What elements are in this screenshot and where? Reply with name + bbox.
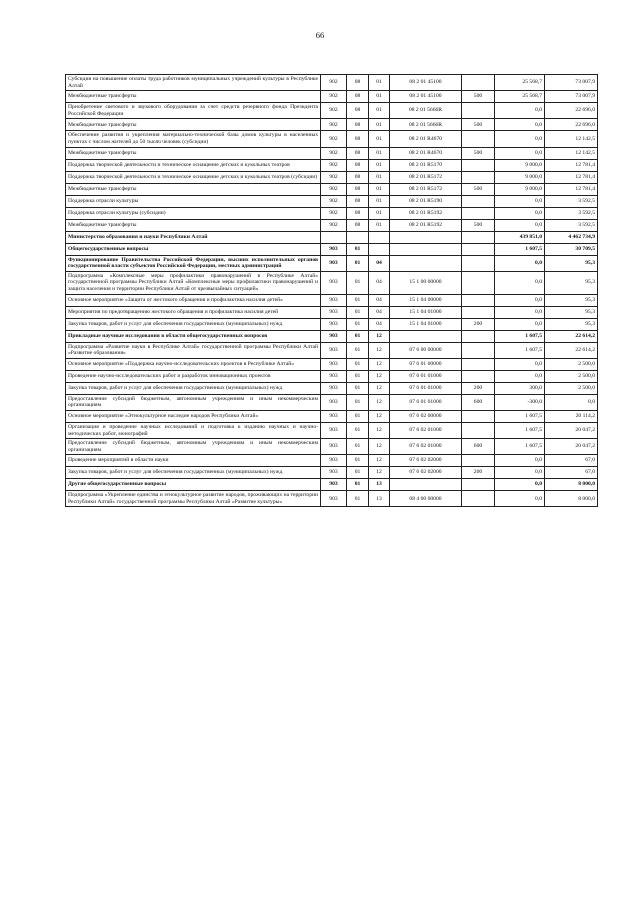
expense-type-code: [462, 255, 495, 271]
table-row: [66, 219, 598, 231]
expense-type-code: [462, 207, 495, 219]
subsection-code: 12: [369, 342, 390, 358]
table-row: [66, 271, 598, 294]
section-code: 01: [347, 255, 369, 271]
section-code: 01: [347, 439, 369, 455]
expense-type-code: [462, 330, 495, 342]
table-row: [66, 467, 598, 479]
target-article-code: 08 2 01 R5172: [390, 183, 462, 195]
row-name: Межбюджетные трансферты: [66, 219, 321, 231]
section-code: 08: [347, 207, 369, 219]
row-name: Другие общегосударственные вопросы: [66, 479, 321, 491]
target-article-code: 08 2 01 45100: [390, 75, 462, 91]
total-amount: 8 000,0: [545, 479, 598, 491]
total-amount: 73 007,9: [545, 75, 598, 91]
total-amount: 95,3: [545, 294, 598, 306]
expense-type-code: [462, 342, 495, 358]
section-code: 08: [347, 195, 369, 207]
expense-type-code: [462, 159, 495, 171]
row-name: Подпрограмма «Укрепление единства и этнокультурное развитие народов, проживающих на территории Республики Алтай» государственной программы Республики Алтай «Развитие культуры»: [66, 491, 321, 507]
expense-type-code: [462, 103, 495, 119]
admin-code: 902: [321, 195, 347, 207]
total-amount: 22 614,2: [545, 330, 598, 342]
table-row: [66, 91, 598, 103]
total-amount: 3 592,5: [545, 219, 598, 231]
table-row: [66, 330, 598, 342]
expense-type-code: [462, 410, 495, 422]
subsection-code: 01: [369, 91, 390, 103]
subsection-code: 12: [369, 467, 390, 479]
table-row: [66, 479, 598, 491]
target-article-code: 15 1 04 01000: [390, 318, 462, 330]
row-name: Предоставление субсидий бюджетным, автономным учреждениям и иным некоммерческим организациям: [66, 394, 321, 410]
target-article-code: 07 6 01 01000: [390, 370, 462, 382]
section-code: 01: [347, 243, 369, 255]
total-amount: 12 781,4: [545, 183, 598, 195]
section-code: 01: [347, 318, 369, 330]
expense-type-code: 500: [462, 147, 495, 159]
change-amount: 0,0: [495, 306, 545, 318]
total-amount: 20 047,2: [545, 439, 598, 455]
row-name: Обеспечение развития и укрепления материально-технической базы домов культуры в населенных пунктах с числом жителей до 50 тысяч человек (субсидии): [66, 131, 321, 147]
change-amount: 9 000,0: [495, 159, 545, 171]
subsection-code: 04: [369, 294, 390, 306]
section-code: 01: [347, 455, 369, 467]
table-row: [66, 306, 598, 318]
section-code: 08: [347, 91, 369, 103]
subsection-code: [369, 231, 390, 243]
table-row: [66, 103, 598, 119]
section-code: 08: [347, 171, 369, 183]
subsection-code: 01: [369, 219, 390, 231]
subsection-code: 04: [369, 306, 390, 318]
change-amount: 0,0: [495, 207, 545, 219]
row-name: Основное мероприятие «Этнокультурное наследие народов Республики Алтай»: [66, 410, 321, 422]
change-amount: 0,0: [495, 467, 545, 479]
subsection-code: 12: [369, 330, 390, 342]
admin-code: 903: [321, 422, 347, 438]
target-article-code: [390, 231, 462, 243]
section-code: 01: [347, 271, 369, 294]
row-name: Поддержка творческой деятельности и техническое оснащение детских и кукольных театров (субсидии): [66, 171, 321, 183]
admin-code: 902: [321, 159, 347, 171]
subsection-code: 13: [369, 491, 390, 507]
total-amount: 95,3: [545, 318, 598, 330]
subsection-code: 12: [369, 394, 390, 410]
admin-code: 903: [321, 306, 347, 318]
expense-type-code: 500: [462, 119, 495, 131]
change-amount: 9 000,0: [495, 171, 545, 183]
target-article-code: 07 6 01 01000: [390, 382, 462, 394]
expense-type-code: [462, 370, 495, 382]
target-article-code: 15 1 04 01000: [390, 306, 462, 318]
table-row: [66, 382, 598, 394]
subsection-code: 12: [369, 439, 390, 455]
expense-type-code: 500: [462, 91, 495, 103]
subsection-code: 12: [369, 422, 390, 438]
expense-type-code: [462, 243, 495, 255]
total-amount: 22 696,0: [545, 119, 598, 131]
target-article-code: 07 6 02 01000: [390, 439, 462, 455]
total-amount: 3 592,5: [545, 195, 598, 207]
admin-code: 903: [321, 410, 347, 422]
admin-code: 903: [321, 243, 347, 255]
row-name: Поддержка отрасли культуры (субсидии): [66, 207, 321, 219]
row-name: Закупка товаров, работ и услуг для обеспечения государственных (муниципальных) нужд: [66, 467, 321, 479]
admin-code: 902: [321, 183, 347, 195]
row-name: Межбюджетные трансферты: [66, 119, 321, 131]
subsection-code: 01: [369, 207, 390, 219]
target-article-code: [390, 330, 462, 342]
expense-type-code: 500: [462, 219, 495, 231]
change-amount: 1 607,5: [495, 342, 545, 358]
total-amount: 2 500,0: [545, 358, 598, 370]
total-amount: 8 000,0: [545, 491, 598, 507]
table-row: [66, 439, 598, 455]
expense-type-code: 600: [462, 439, 495, 455]
admin-code: 902: [321, 75, 347, 91]
table-row: [66, 455, 598, 467]
section-code: 01: [347, 467, 369, 479]
admin-code: 903: [321, 370, 347, 382]
table-row: [66, 131, 598, 147]
admin-code: 902: [321, 119, 347, 131]
change-amount: 0,0: [495, 294, 545, 306]
total-amount: 30 709,5: [545, 243, 598, 255]
expense-type-code: [462, 358, 495, 370]
target-article-code: 07 6 02 00000: [390, 410, 462, 422]
table-row: [66, 410, 598, 422]
table-row: [66, 195, 598, 207]
row-name: Основное мероприятие «Поддержка научно-исследовательских проектов в Республике Алтай»: [66, 358, 321, 370]
total-amount: 20 047,2: [545, 422, 598, 438]
total-amount: 4 462 734,9: [545, 231, 598, 243]
section-code: 01: [347, 330, 369, 342]
section-code: 01: [347, 410, 369, 422]
target-article-code: [390, 479, 462, 491]
admin-code: [321, 231, 347, 243]
section-code: 08: [347, 219, 369, 231]
total-amount: 12 142,5: [545, 147, 598, 159]
row-name: Министерство образования и науки Республики Алтай: [66, 231, 321, 243]
target-article-code: 07 6 01 00000: [390, 358, 462, 370]
subsection-code: 01: [369, 75, 390, 91]
subsection-code: 12: [369, 455, 390, 467]
row-name: Проведение научно-исследовательских работ и разработок инновационных проектов: [66, 370, 321, 382]
expense-type-code: 200: [462, 318, 495, 330]
subsection-code: 01: [369, 103, 390, 119]
admin-code: 903: [321, 439, 347, 455]
row-name: Подпрограмма «Комплексные меры профилактики правонарушений в Республике Алтай» государственной программы Республики Алтай «Комплексные меры профилактики правонарушений и защита населения и территории Республики Алтай от чрезвычайных ситуаций»: [66, 271, 321, 294]
section-code: 01: [347, 382, 369, 394]
admin-code: 902: [321, 103, 347, 119]
change-amount: 0,0: [495, 370, 545, 382]
admin-code: 903: [321, 358, 347, 370]
table-row: [66, 394, 598, 410]
change-amount: 300,0: [495, 382, 545, 394]
change-amount: 0,0: [495, 255, 545, 271]
subsection-code: 04: [369, 318, 390, 330]
total-amount: 12 781,4: [545, 159, 598, 171]
change-amount: 0,0: [495, 479, 545, 491]
subsection-code: 13: [369, 479, 390, 491]
change-amount: 0,0: [495, 491, 545, 507]
table-row: [66, 75, 598, 91]
subsection-code: [369, 243, 390, 255]
table-row: [66, 422, 598, 438]
admin-code: 902: [321, 171, 347, 183]
row-name: Межбюджетные трансферты: [66, 147, 321, 159]
table-row: [66, 342, 598, 358]
change-amount: 0,0: [495, 358, 545, 370]
target-article-code: 08 2 01 R5192: [390, 207, 462, 219]
section-code: [347, 231, 369, 243]
change-amount: 0,0: [495, 119, 545, 131]
change-amount: 0,0: [495, 147, 545, 159]
target-article-code: [390, 243, 462, 255]
total-amount: 2 500,0: [545, 370, 598, 382]
subsection-code: 01: [369, 159, 390, 171]
subsection-code: 04: [369, 271, 390, 294]
table-row: [66, 147, 598, 159]
table-row: [66, 243, 598, 255]
admin-code: 903: [321, 294, 347, 306]
section-code: 08: [347, 131, 369, 147]
change-amount: 0,0: [495, 219, 545, 231]
row-name: Подпрограмма «Развитие науки в Республике Алтай» государственной программы Республики Алтай «Развитие образования»: [66, 342, 321, 358]
row-name: Закупка товаров, работ и услуг для обеспечения государственных (муниципальных) нужд: [66, 382, 321, 394]
table-row: [66, 358, 598, 370]
admin-code: 903: [321, 342, 347, 358]
target-article-code: 15 1 00 00000: [390, 271, 462, 294]
target-article-code: 15 1 04 00000: [390, 294, 462, 306]
target-article-code: 08 2 01 R5190: [390, 195, 462, 207]
expense-type-code: [462, 479, 495, 491]
change-amount: 1 607,5: [495, 439, 545, 455]
row-name: Предоставление субсидий бюджетным, автономным учреждениям и иным некоммерческим организациям: [66, 439, 321, 455]
change-amount: 0,0: [495, 195, 545, 207]
total-amount: 0,0: [545, 394, 598, 410]
admin-code: 902: [321, 131, 347, 147]
section-code: 01: [347, 306, 369, 318]
subsection-code: 12: [369, 370, 390, 382]
row-name: Мероприятия по предотвращению жестокого обращения и профилактика насилия детей: [66, 306, 321, 318]
target-article-code: 07 6 02 02000: [390, 455, 462, 467]
admin-code: 903: [321, 491, 347, 507]
target-article-code: 08 2 01 5666R: [390, 119, 462, 131]
row-name: Поддержка отрасли культуры: [66, 195, 321, 207]
subsection-code: 01: [369, 171, 390, 183]
section-code: 08: [347, 147, 369, 159]
admin-code: 902: [321, 91, 347, 103]
target-article-code: 08 2 01 R4670: [390, 147, 462, 159]
section-code: 08: [347, 75, 369, 91]
subsection-code: 01: [369, 147, 390, 159]
admin-code: 903: [321, 330, 347, 342]
table-row: [66, 491, 598, 507]
total-amount: 22 614,2: [545, 342, 598, 358]
change-amount: 0,0: [495, 271, 545, 294]
admin-code: 903: [321, 479, 347, 491]
section-code: 01: [347, 479, 369, 491]
total-amount: 3 592,5: [545, 207, 598, 219]
table-row: [66, 171, 598, 183]
row-name: Проведение мероприятий в области науки: [66, 455, 321, 467]
total-amount: 95,3: [545, 255, 598, 271]
subsection-code: 04: [369, 255, 390, 271]
admin-code: 903: [321, 271, 347, 294]
table-row: [66, 159, 598, 171]
expense-type-code: [462, 231, 495, 243]
expense-type-code: [462, 131, 495, 147]
target-article-code: 08 4 00 00000: [390, 491, 462, 507]
expense-type-code: [462, 171, 495, 183]
change-amount: 1 607,5: [495, 243, 545, 255]
change-amount: 0,0: [495, 131, 545, 147]
subsection-code: 12: [369, 410, 390, 422]
change-amount: 9 000,0: [495, 183, 545, 195]
row-name: Приобретение светового и звукового оборудования за счет средств резервного фонда Президента Российской Федерации: [66, 103, 321, 119]
row-name: Межбюджетные трансферты: [66, 183, 321, 195]
admin-code: 902: [321, 147, 347, 159]
table-row: [66, 231, 598, 243]
expense-type-code: 500: [462, 183, 495, 195]
total-amount: 73 007,9: [545, 91, 598, 103]
admin-code: 903: [321, 255, 347, 271]
section-code: 08: [347, 103, 369, 119]
target-article-code: 07 6 02 01000: [390, 422, 462, 438]
section-code: 01: [347, 358, 369, 370]
target-article-code: 07 6 00 00000: [390, 342, 462, 358]
admin-code: 903: [321, 382, 347, 394]
section-code: 01: [347, 370, 369, 382]
total-amount: 95,3: [545, 271, 598, 294]
target-article-code: 08 2 01 R5170: [390, 159, 462, 171]
subsection-code: 01: [369, 131, 390, 147]
subsection-code: 01: [369, 195, 390, 207]
row-name: Организация и проведение научных исследований и подготовка к изданию научных и научно-методических работ, монографий: [66, 422, 321, 438]
row-name: Основное мероприятие «Защита от жестокого обращения и профилактика насилия детей»: [66, 294, 321, 306]
expense-type-code: [462, 75, 495, 91]
expense-type-code: 200: [462, 467, 495, 479]
table-row: [66, 255, 598, 271]
table-row: [66, 294, 598, 306]
change-amount: 25 568,7: [495, 91, 545, 103]
change-amount: 1 607,5: [495, 422, 545, 438]
target-article-code: 07 6 01 01000: [390, 394, 462, 410]
section-code: 08: [347, 119, 369, 131]
budget-table: [65, 74, 598, 507]
table-row: [66, 207, 598, 219]
total-amount: 22 696,0: [545, 103, 598, 119]
admin-code: 902: [321, 207, 347, 219]
expense-type-code: [462, 271, 495, 294]
target-article-code: [390, 255, 462, 271]
total-amount: 12 781,4: [545, 171, 598, 183]
expense-type-code: [462, 422, 495, 438]
row-name: Поддержка творческой деятельности и техническое оснащение детских и кукольных театров: [66, 159, 321, 171]
change-amount: 0,0: [495, 455, 545, 467]
row-name: Закупка товаров, работ и услуг для обеспечения государственных (муниципальных) нужд: [66, 318, 321, 330]
admin-code: 903: [321, 455, 347, 467]
row-name: Функционирование Правительства Российской Федерации, высших исполнительных органов государственной власти субъектов Российской Федерации, местных администраций: [66, 255, 321, 271]
change-amount: 1 607,5: [495, 330, 545, 342]
expense-type-code: [462, 455, 495, 467]
target-article-code: 08 2 01 R4670: [390, 131, 462, 147]
subsection-code: 01: [369, 183, 390, 195]
expense-type-code: 200: [462, 382, 495, 394]
change-amount: 25 568,7: [495, 75, 545, 91]
admin-code: 903: [321, 467, 347, 479]
table-row: [66, 370, 598, 382]
total-amount: 2 500,0: [545, 382, 598, 394]
total-amount: 12 142,5: [545, 131, 598, 147]
page-number: 66: [315, 30, 325, 40]
admin-code: 903: [321, 318, 347, 330]
total-amount: 20 114,2: [545, 410, 598, 422]
section-code: 01: [347, 394, 369, 410]
target-article-code: 08 2 01 R5192: [390, 219, 462, 231]
expense-type-code: [462, 306, 495, 318]
subsection-code: 01: [369, 119, 390, 131]
admin-code: 902: [321, 219, 347, 231]
row-name: Общегосударственные вопросы: [66, 243, 321, 255]
total-amount: 67,0: [545, 467, 598, 479]
expense-type-code: [462, 195, 495, 207]
table-row: [66, 183, 598, 195]
section-code: 01: [347, 422, 369, 438]
table-row: [66, 119, 598, 131]
section-code: 01: [347, 294, 369, 306]
target-article-code: 08 2 01 R5172: [390, 171, 462, 183]
change-amount: -300,0: [495, 394, 545, 410]
row-name: Межбюджетные трансферты: [66, 91, 321, 103]
target-article-code: 08 2 01 45100: [390, 91, 462, 103]
expense-type-code: 600: [462, 394, 495, 410]
target-article-code: 08 2 01 5666R: [390, 103, 462, 119]
subsection-code: 12: [369, 358, 390, 370]
row-name: Прикладные научные исследования в области общегосударственных вопросов: [66, 330, 321, 342]
table-row: [66, 318, 598, 330]
total-amount: 95,3: [545, 306, 598, 318]
expense-type-code: [462, 294, 495, 306]
expense-type-code: [462, 491, 495, 507]
section-code: 08: [347, 183, 369, 195]
change-amount: 439 851,0: [495, 231, 545, 243]
admin-code: 903: [321, 394, 347, 410]
change-amount: 0,0: [495, 318, 545, 330]
target-article-code: 07 6 02 02000: [390, 467, 462, 479]
change-amount: 1 607,5: [495, 410, 545, 422]
subsection-code: 12: [369, 382, 390, 394]
total-amount: 67,0: [545, 455, 598, 467]
row-name: Субсидия на повышение оплаты труда работников муниципальных учреждений культуры в Республике Алтай: [66, 75, 321, 91]
change-amount: 0,0: [495, 103, 545, 119]
section-code: 08: [347, 159, 369, 171]
section-code: 01: [347, 342, 369, 358]
section-code: 01: [347, 491, 369, 507]
